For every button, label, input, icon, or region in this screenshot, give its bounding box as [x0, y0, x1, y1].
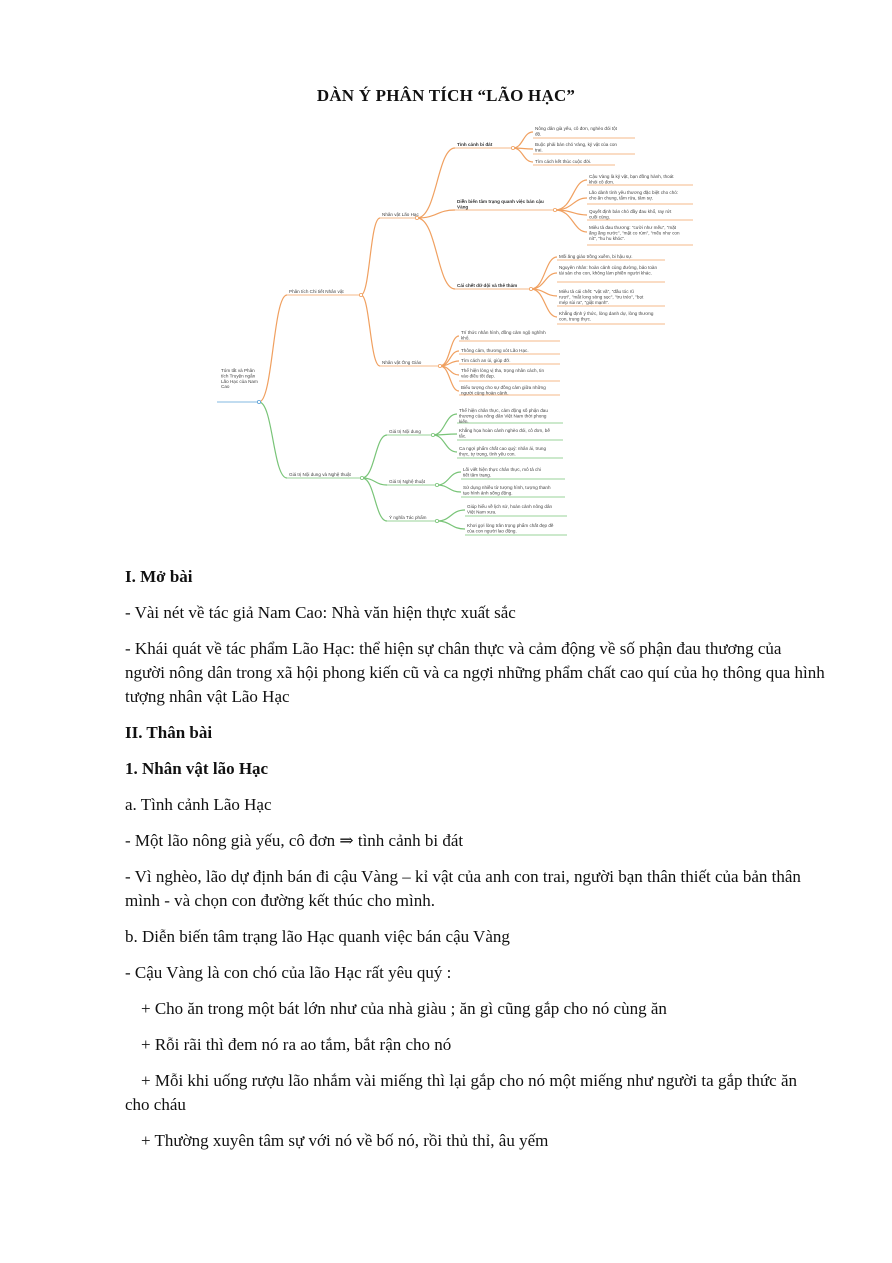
mm-branch-value: Giá trị Nội dung và Nghệ thuật — [289, 472, 351, 477]
mm-leaf: Nông dân già yếu, cô đơn, nghèo đói tột độ. — [535, 126, 617, 137]
mm-leaf: Trí thức nhân hình, đồng cảm ngộ nghĩnh khổ. — [461, 330, 546, 341]
link-laohac-caichet — [417, 218, 455, 289]
outline-content — [125, 565, 825, 1153]
mm-leaf: Buộc phải bán chó Vàng, kỷ vật của con trai. — [535, 142, 617, 153]
mm-nghe-thuat-items — [463, 467, 551, 495]
mm-leaf: Giúp hiểu về lịch sử, hoàn cảnh nông dân Việt Nam xưa. — [467, 504, 553, 515]
link-root-analysis — [259, 295, 287, 402]
mm-leaf: Khơi gợi lòng trân trọng phẩm chất đẹp đẽ của con người lao động. — [467, 523, 554, 534]
mm-root: Tóm tắt và Phân tích Truyện ngắn Lão Hạc của Nam Cao — [221, 368, 258, 390]
mm-ong-giao: Nhân vật Ông Giáo — [382, 360, 422, 365]
mm-y-nghia: Ý nghĩa Tác phẩm — [389, 515, 427, 520]
link-analysis-laohac — [361, 218, 380, 295]
b-paragraph-1: - Cậu Vàng là con chó của lão Hạc rất yêu quý : — [125, 963, 452, 982]
mm-leaf: Tìm cách kết thúc cuộc đời. — [535, 159, 592, 164]
mm-ong-giao-items — [461, 330, 546, 395]
mm-y-nghia-items — [467, 503, 554, 533]
mo-bai-paragraph-1: - Vài nét về tác giả Nam Cao: Nhà văn hiện thực xuất sắc — [125, 603, 516, 622]
link-laohac-dienbien — [417, 210, 455, 218]
mm-noi-dung: Giá trị Nội dung — [389, 429, 421, 434]
mm-leaf: Khẳng định ý thức, lòng danh dự, lòng thương con, trung thực. — [559, 311, 654, 322]
mm-leaf: Tìm cách an ủi, giúp đỡ. — [461, 358, 511, 363]
mm-lh-cai-chet-items — [559, 254, 657, 321]
mm-leaf: Thể hiện chân thực, cảm động số phận đau thương của nông dân Việt Nam thời phong kiến. — [459, 408, 548, 424]
b-item-4: + Thường xuyên tâm sự với nó về bố nó, rồi thủ thỉ, âu yếm — [141, 1131, 549, 1150]
link-root-value — [259, 402, 287, 478]
mm-branch-analysis: Phân tích Chi tiết Nhân vật — [289, 289, 344, 294]
document-title: DÀN Ý PHÂN TÍCH “LÃO HẠC” — [316, 86, 576, 105]
mm-leaf: Nguyên nhân: hoàn cảnh cùng đường, bảo toàn tài sản cho con, không làm phiền người khác. — [559, 265, 658, 276]
mm-lh-tinh-cam-items — [535, 126, 618, 164]
link-analysis-onggiao — [361, 295, 380, 366]
mm-leaf: Ca ngợi phẩm chất cao quý: nhân ái, trung thực, tự trọng, tình yêu con. — [459, 446, 547, 457]
heading-than-bai: II. Thân bài — [125, 723, 213, 742]
mm-leaf: Miêu tả đau thương: "cười như mếu", "mặt ấng ầng nước", "mặt co rúm", "mếu như con nít", "hu hu khóc". — [589, 225, 680, 241]
b-item-2: + Rỗi rãi thì đem nó ra ao tắm, bắt rận cho nó — [141, 1035, 452, 1054]
mm-lh-cai-chet: Cái chết dữ dội và thê thảm — [457, 283, 518, 288]
mm-nghe-thuat: Giá trị Nghệ thuật — [389, 479, 426, 484]
b-item-1: + Cho ăn trong một bát lớn như của nhà giàu ; ăn gì cũng gắp cho nó cùng ăn — [141, 999, 667, 1018]
mm-leaf: Lối viết hiện thực chân thực, mô tả chi tiết tâm trạng. — [463, 467, 541, 478]
mm-lao-hac: Nhân vật Lão Hạc — [382, 212, 419, 217]
a-paragraph-2: - Vì nghèo, lão dự định bán đi cậu Vàng – kỉ vật của anh con trai, người bạn thân thiết của bản thân mình - và chọn con đường kết thúc cho mình. — [125, 867, 801, 910]
mm-leaf: Lão dành tình yêu thương đặc biệt cho chó: cho ăn chung, tắm rửa, tâm sự. — [589, 190, 679, 201]
mo-bai-paragraph-2: - Khái quát về tác phẩm Lão Hạc: thể hiện sự chân thực và cảm động về số phận đau thương của người nông dân trong xã hội phong kiến cũ và ca ngợi những phẩm chất cao quí của họ thông qua hình tượng nhân vật Lão Hạc — [125, 639, 825, 706]
mm-leaf: Mối ăng giáo trồng xuềm, bi hậu sự. — [559, 254, 633, 259]
mm-leaf: Cậu Vàng là kỷ vật, bạn đồng hành, thoát khỏi cô đơn. — [589, 174, 674, 185]
heading-section-1: 1. Nhân vật lão Hạc — [125, 759, 269, 778]
heading-mo-bai: I. Mở bài — [125, 567, 193, 586]
b-item-3: + Mỗi khi uống rượu lão nhắm vài miếng thì lại gắp cho nó một miếng như người ta gắp thức ăn cho cháu — [125, 1071, 798, 1114]
mm-leaf: Thông cảm, thương xót Lão Hạc. — [461, 348, 529, 353]
mm-leaf: Sử dụng nhiều từ tượng hình, tượng thanh tạo hình ảnh sống động. — [463, 485, 551, 496]
mm-leaf: Khẳng họa hoàn cảnh nghèo đói, cô đơn, bế tắc. — [459, 428, 550, 439]
mm-leaf: Thể hiện lòng vị tha, trọng nhân cách, tin vào điều tốt đẹp. — [461, 368, 544, 379]
mind-map — [215, 118, 695, 548]
subheading-b: b. Diễn biến tâm trạng lão Hạc quanh việc bán cậu Vàng — [125, 927, 510, 946]
mm-noi-dung-items — [459, 407, 550, 456]
mm-leaf: Biểu tượng cho sự đồng cảm giữa những người cùng hoàn cảnh. — [461, 385, 546, 396]
mm-lh-tinh-cam: Tình cảnh bi đát — [457, 142, 493, 147]
subheading-a: a. Tình cảnh Lão Hạc — [125, 795, 272, 814]
mm-leaf: Quyết định bán chó đầy đau khổ, ray rứt cuối cùng. — [589, 209, 672, 220]
a-paragraph-1: - Một lão nông già yếu, cô đơn ⇒ tình cảnh bi đát — [125, 831, 464, 850]
mm-lh-dien-bien-items — [589, 173, 680, 241]
mm-lh-dien-bien: Diễn biến tâm trạng quanh việc bán cậu Vàng — [457, 199, 544, 210]
link-value-noidung — [362, 435, 387, 478]
link-laohac-tinhcam — [417, 148, 455, 218]
mm-leaf: Miêu tả cái chết: "vật vã", "đầu tóc rũ rượi", "mắt long sòng sọc", "tru tréo", "bọt mép sùi ra", "giật mạnh". — [559, 289, 644, 305]
